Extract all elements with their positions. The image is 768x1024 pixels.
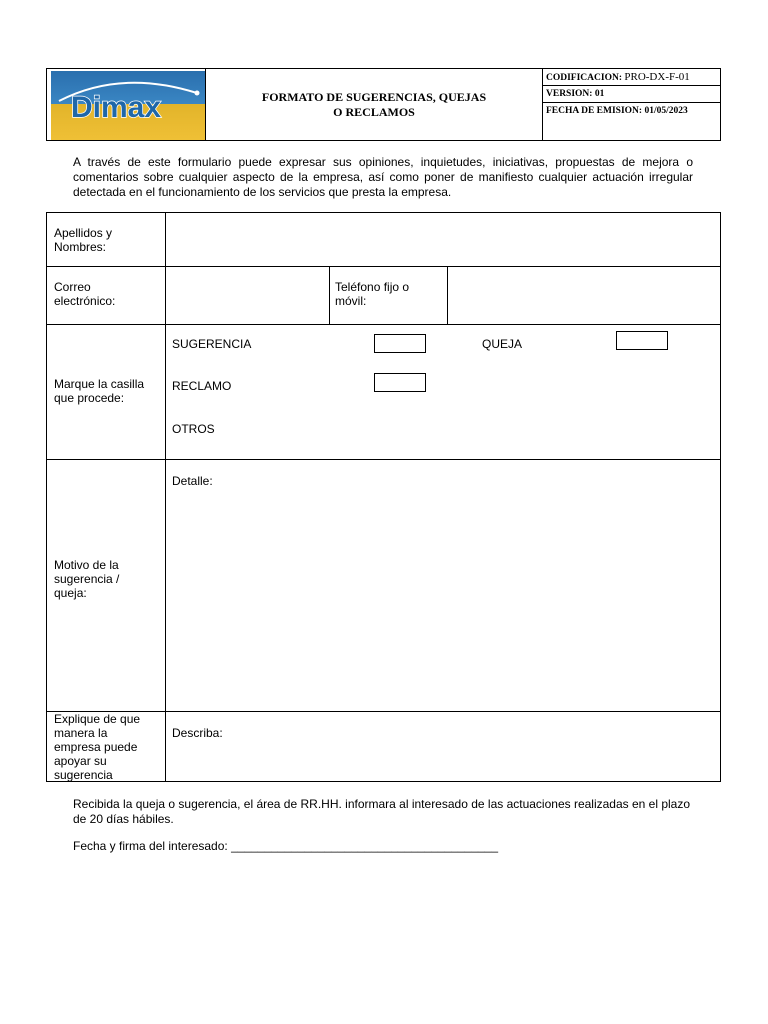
meta-version (543, 86, 720, 103)
company-logo (51, 71, 205, 140)
column-divider (165, 213, 166, 781)
codificacion-label: CODIFICACION: (546, 73, 622, 83)
opt-sugerencia-label: SUGERENCIA (172, 337, 252, 351)
marque-label: Marque la casilla que procede: (54, 377, 145, 405)
explique-label: Explique de que manera la empresa puede apoyar su sugerencia (54, 712, 141, 782)
describa-field[interactable] (167, 743, 719, 779)
nombres-label: Apellidos y Nombres: (54, 226, 113, 254)
opt-queja-label: QUEJA (482, 337, 523, 351)
logo-text: Dimax (71, 91, 162, 124)
document-header (46, 68, 721, 141)
describa-label: Describa: (172, 726, 223, 740)
telefono-field[interactable] (449, 268, 719, 323)
detalle-label: Detalle: (172, 474, 213, 488)
feedback-form (46, 212, 721, 782)
codificacion-value: PRO-DX-F-01 (624, 71, 690, 83)
fecha-value: 01/05/2023 (644, 106, 688, 116)
fecha-label: FECHA DE EMISION: (546, 106, 643, 116)
document-meta (543, 69, 720, 140)
document-title: FORMATO DE SUGERENCIAS, QUEJAS O RECLAMOS (206, 69, 543, 140)
queja-checkbox[interactable] (616, 331, 668, 350)
correo-label: Correo electrónico: (54, 280, 116, 308)
reclamo-checkbox[interactable] (374, 373, 426, 392)
opt-otros-label: OTROS (172, 422, 215, 436)
version-label: VERSION: (546, 89, 593, 99)
row-divider (47, 266, 720, 267)
nombres-field[interactable] (167, 214, 719, 265)
column-divider (447, 266, 448, 324)
footer-note: Recibida la queja o sugerencia, el área de RR.HH. informara al interesado de las actuaciones realizadas en el plazo de 20 días hábiles. (73, 797, 691, 826)
meta-codificacion (543, 69, 720, 86)
logo-cell (47, 69, 206, 140)
correo-field[interactable] (167, 268, 327, 323)
opt-reclamo-label: RECLAMO (172, 379, 232, 393)
fecha-firma-line: Fecha y firma del interesado: ________________________________________ (73, 839, 499, 853)
row-divider (47, 324, 720, 325)
meta-fecha (543, 103, 720, 119)
logo-swoosh (51, 71, 205, 140)
row-divider (47, 459, 720, 460)
motivo-label: Motivo de la sugerencia / queja: (54, 558, 120, 600)
column-divider (329, 266, 330, 324)
detalle-field[interactable] (167, 493, 719, 709)
sugerencia-checkbox[interactable] (374, 334, 426, 353)
version-value: 01 (594, 89, 605, 99)
intro-paragraph: A través de este formulario puede expresar sus opiniones, inquietudes, iniciativas, propuestas de mejora o comentarios sobre cualquier aspecto de la empresa, así como poner de manifiesto cualquier actuación irregular detectada en el funcionamiento de los servicios que presta la empresa. (73, 155, 693, 199)
telefono-label: Teléfono fijo o móvil: (335, 280, 410, 308)
